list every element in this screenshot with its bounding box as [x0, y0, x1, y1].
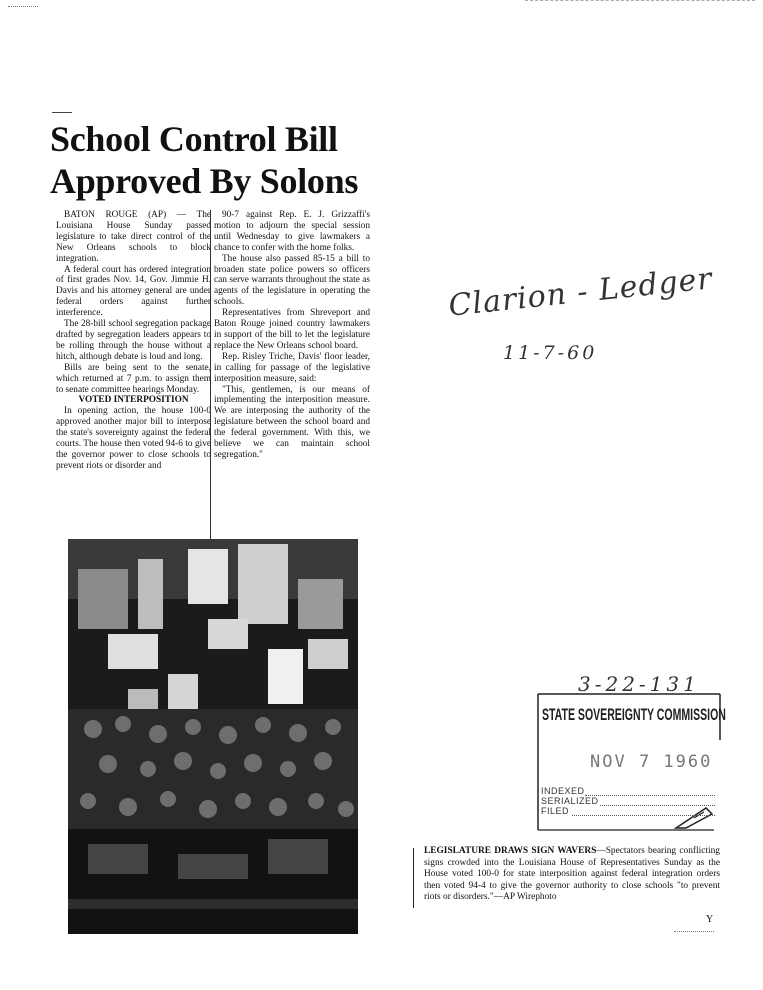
paragraph: In opening action, the house 100-0 approved another major bill to interpose the state's sovereignty against the federal courts. The house then voted 94-6 to give the governor power to close schools to prevent riots or disorder and: [56, 406, 211, 471]
paragraph: 90-7 against Rep. E. J. Grizzaffi's motion to adjourn the special session until Wednesday to give lawmakers a chance to confer with the home folks.: [214, 210, 370, 253]
caption-body: —Spectators bearing conflicting signs crowded into the Louisiana House of Representatives Sunday as the House voted 100-0 for state interposition against federal integration orders then voted 94-4 to give the governor authority to close schools "to prevent riots or disorders."—AP Wirephoto: [424, 846, 720, 902]
wirephoto-image: [68, 539, 358, 934]
headline-line-2: Approved By Solons: [50, 161, 359, 201]
scan-mark: [674, 931, 714, 932]
stamp-title: STATE SOVEREIGNTY COMMISSION: [542, 705, 726, 724]
subheading: VOTED INTERPOSITION: [78, 395, 189, 406]
column-divider: [210, 210, 211, 540]
margin-mark: Y: [706, 914, 714, 925]
handwritten-source: Clarion - Ledger: [446, 261, 715, 324]
caption-margin-mark: [413, 848, 414, 908]
headline-line-1: School Control Bill: [50, 119, 338, 159]
headline: [50, 118, 375, 202]
stamp-indexed: INDEXED: [541, 786, 585, 796]
scan-mark: [8, 6, 38, 7]
clipping-rule: [52, 112, 72, 113]
photo-caption: [424, 846, 720, 904]
paragraph: Bills are being sent to the senate, which returned at 7 p.m. to assign them to senate committee hearings Monday.: [56, 362, 211, 395]
paragraph: The house also passed 85-15 a bill to broaden state police powers so officers can serve warrants throughout the state as agents of the legislature in operating the schools.: [214, 253, 370, 308]
stamp-filed: FILED: [541, 806, 570, 816]
stamp-line: [572, 815, 715, 816]
paragraph: Rep. Risley Triche, Davis' floor leader, in calling for passage of the legislative interposition measure, said:: [214, 351, 370, 384]
paragraph: A federal court has ordered integration of first grades Nov. 14, Gov. Jimmie H. Davis and his attorney general are under federal orders against further interference.: [56, 264, 211, 319]
handwritten-date: 11-7-60: [503, 342, 598, 364]
caption-lead: LEGISLATURE DRAWS SIGN WAVERS: [424, 846, 597, 856]
stamp-date: NOV 7 1960: [590, 752, 713, 772]
paragraph: "This, gentlemen, is our means of implementing the interposition measure. We are interposing the authority of the legislature between the school board and the federal government. With this, we believe we can maintain school segregation.": [214, 384, 370, 460]
stamp-line: [600, 805, 715, 806]
wirephoto: [68, 539, 358, 934]
stamp-line: [585, 795, 715, 796]
scan-edge: [525, 0, 755, 1]
article-column-2: [214, 210, 370, 461]
article-column-1: [56, 210, 211, 472]
paragraph: Representatives from Shreveport and Baton Rouge joined country lawmakers in support of the bill to let the legislature replace the New Orleans school board.: [214, 308, 370, 351]
handwritten-file-number: 3-22-131: [578, 672, 700, 696]
stamp-serialized: SERIALIZED: [541, 796, 599, 806]
paragraph: BATON ROUGE (AP) — The Louisiana House Sunday passed legislature to take direct control of the New Orleans schools to block integration.: [56, 210, 211, 264]
paragraph: The 28-bill school segregation package drafted by segregation leaders appears to be rolling through the house without a hitch, although debate is loud and long.: [56, 319, 211, 362]
